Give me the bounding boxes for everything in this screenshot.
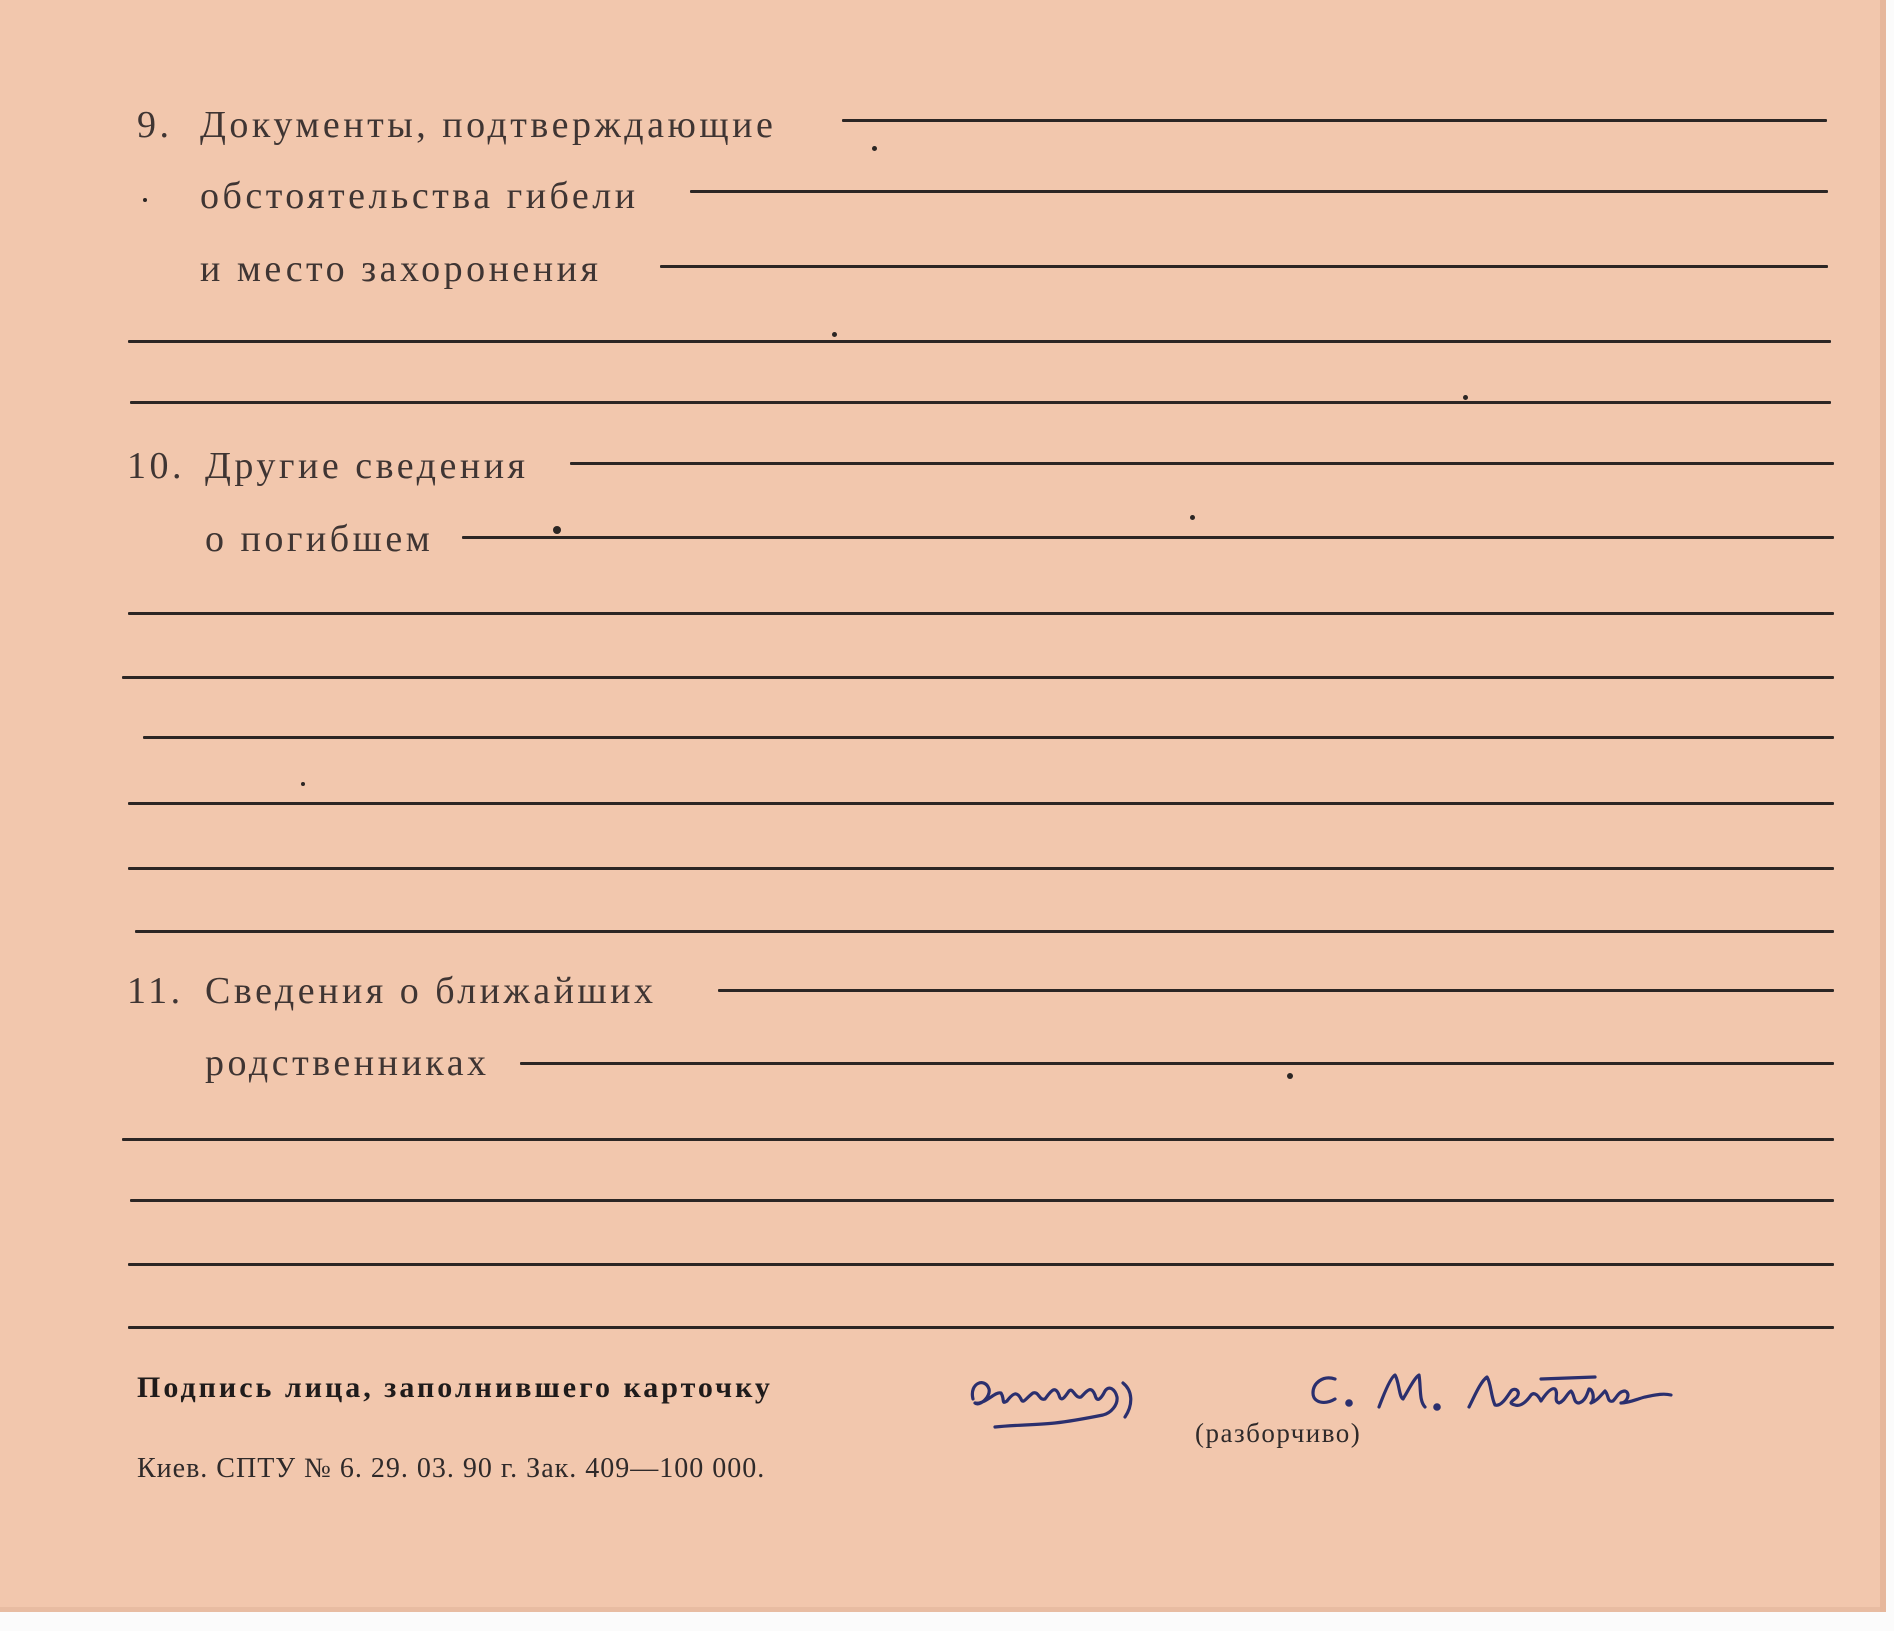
paper-speck bbox=[1287, 1073, 1293, 1079]
section-10-fill-line[interactable] bbox=[128, 867, 1834, 870]
paper-speck bbox=[832, 332, 837, 337]
section-10-number: 10. bbox=[127, 445, 185, 487]
printer-imprint: Киев. СПТУ № 6. 29. 03. 90 г. Зак. 409—100 000. bbox=[137, 1453, 766, 1484]
section-9-fill-line[interactable] bbox=[130, 401, 1831, 404]
section-10-label-line1: Другие сведения bbox=[205, 445, 529, 487]
section-9-number: 9. bbox=[137, 104, 173, 146]
paper-speck bbox=[301, 782, 305, 786]
section-10-fill-line[interactable] bbox=[143, 736, 1834, 739]
paper-speck bbox=[143, 198, 147, 202]
paper-speck bbox=[553, 526, 561, 534]
section-10-fill-line[interactable] bbox=[128, 612, 1834, 615]
section-11-fill-line[interactable] bbox=[128, 1263, 1834, 1266]
section-10-fill-line[interactable] bbox=[128, 802, 1834, 805]
section-9-label-line1: Документы, подтверждающие bbox=[200, 104, 777, 146]
section-11-fill-line[interactable] bbox=[128, 1326, 1834, 1329]
section-10-label-line2: о погибшем bbox=[205, 518, 434, 560]
section-9-fill-line[interactable] bbox=[842, 119, 1827, 122]
section-10-fill-line[interactable] bbox=[122, 676, 1834, 679]
section-9-label-line3: и место захоронения bbox=[200, 248, 602, 290]
section-11-fill-line[interactable] bbox=[122, 1138, 1834, 1141]
signature-hint: (разборчиво) bbox=[1195, 1418, 1362, 1448]
paper-speck bbox=[872, 146, 877, 151]
paper-speck bbox=[1463, 395, 1468, 400]
section-10-fill-line[interactable] bbox=[135, 930, 1834, 933]
section-11-label-line2: родственниках bbox=[205, 1042, 490, 1084]
section-9-label-line2: обстоятельства гибели bbox=[200, 175, 639, 217]
section-11-label-line1: Сведения о ближайших bbox=[205, 970, 657, 1012]
section-11-fill-line[interactable] bbox=[718, 989, 1834, 992]
section-10-fill-line[interactable] bbox=[462, 536, 1834, 539]
section-11-fill-line[interactable] bbox=[520, 1062, 1834, 1065]
section-11-fill-line[interactable] bbox=[130, 1199, 1834, 1202]
paper-speck bbox=[1190, 515, 1195, 520]
section-11-number: 11. bbox=[127, 970, 184, 1012]
section-9-fill-line[interactable] bbox=[660, 265, 1828, 268]
section-9-fill-line[interactable] bbox=[690, 190, 1828, 193]
handwritten-signature bbox=[955, 1355, 1805, 1435]
signature-label: Подпись лица, заполнившего карточку bbox=[137, 1371, 773, 1404]
section-9-fill-line[interactable] bbox=[128, 340, 1831, 343]
section-10-fill-line[interactable] bbox=[570, 462, 1834, 465]
